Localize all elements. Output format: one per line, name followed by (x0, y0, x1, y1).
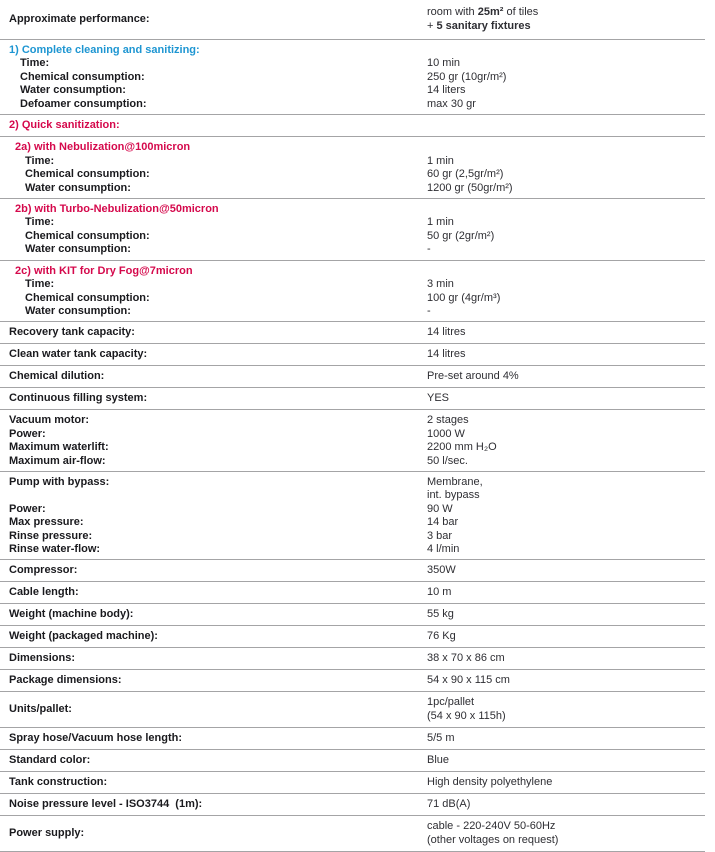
spec-label: Dimensions: (9, 652, 76, 665)
subsection-nebulization (0, 137, 705, 199)
spec-value: 60 gr (2,5gr/m²) (427, 168, 504, 181)
spec-row (0, 168, 705, 181)
spec-value: 10 m (427, 586, 452, 599)
spec-row (0, 230, 705, 243)
spec-value: 1 min (427, 154, 454, 167)
spec-label: Defoamer consumption: (20, 97, 147, 110)
spec-value: 4 l/min (427, 542, 460, 555)
spec-label: Approximate performance: (9, 12, 150, 25)
spec-row (0, 243, 705, 256)
spec-label: Standard color: (9, 754, 91, 767)
spec-value: 14 liters (427, 84, 466, 97)
spec-row (0, 182, 705, 195)
row-cable-length (0, 582, 705, 604)
spec-value: 250 gr (10gr/m²) (427, 70, 507, 83)
spec-row (0, 278, 705, 291)
spec-value: 14 litres (427, 348, 466, 361)
spec-label: Maximum air-flow: (9, 454, 106, 467)
spec-value: 90 W (427, 502, 453, 515)
spec-row (0, 441, 705, 454)
spec-label: Tank construction: (9, 776, 108, 789)
value-line-2 (427, 19, 705, 33)
spec-label: Chemical consumption: (25, 229, 150, 242)
spec-row (0, 155, 705, 168)
spec-row (0, 476, 705, 503)
spec-value: 71 dB(A) (427, 798, 471, 811)
spec-label: Chemical consumption: (20, 70, 145, 83)
spec-value: 3 bar (427, 529, 453, 542)
spec-value: 350W (427, 564, 456, 577)
spec-value: 2200 mm H₂O (427, 441, 497, 454)
spec-label: Noise pressure level - ISO3744 (1m): (9, 798, 203, 811)
spec-label: Units/pallet: (9, 703, 72, 716)
row-power-supply (0, 816, 705, 852)
spec-row (0, 57, 705, 70)
spec-label: Time: (25, 154, 55, 167)
spec-value: 50 gr (2gr/m²) (427, 229, 495, 242)
row-continuous-filling-system (0, 388, 705, 410)
spec-label: Rinse pressure: (9, 529, 93, 542)
spec-row (0, 530, 705, 543)
value-bold: 25m² (477, 6, 504, 18)
section-header: 2) Quick sanitization: (9, 119, 120, 132)
spec-row (0, 98, 705, 111)
vacuum-motor-group (0, 410, 705, 472)
spec-row (0, 455, 705, 468)
spec-value (427, 820, 705, 847)
spec-label: Water consumption: (20, 84, 126, 97)
spec-value: 14 bar (427, 516, 459, 529)
spec-value (427, 696, 705, 723)
spec-value: - (427, 304, 431, 317)
spec-label: Spray hose/Vacuum hose length: (9, 732, 182, 745)
spec-label: Continuous filling system: (9, 392, 148, 405)
spec-value: 14 litres (427, 326, 466, 339)
spec-label: Maximum waterlift: (9, 441, 109, 454)
subsection-turbo-nebulization (0, 199, 705, 261)
spec-value: 3 min (427, 278, 454, 291)
spec-label: Chemical consumption: (25, 168, 150, 181)
spec-label: Water consumption: (25, 243, 131, 256)
row-weight-packaged-machine (0, 626, 705, 648)
spec-label: Time: (25, 278, 55, 291)
spec-value: 5/5 m (427, 732, 455, 745)
spec-label: Chemical consumption: (25, 291, 150, 304)
spec-row (0, 428, 705, 441)
spec-row (0, 503, 705, 516)
row-recovery-tank-capacity (0, 322, 705, 344)
pump-group (0, 472, 705, 560)
value-line-1: Membrane, (427, 475, 483, 488)
spec-value: Blue (427, 754, 450, 767)
spec-value: 1200 gr (50gr/m²) (427, 181, 513, 194)
spec-value (427, 5, 705, 33)
value-text: + (427, 20, 437, 32)
spec-label: Time: (20, 57, 50, 70)
spec-label: Power supply: (9, 827, 85, 840)
row-package-dimensions (0, 670, 705, 692)
row-units-pallet (0, 692, 705, 728)
spec-value (427, 476, 705, 503)
section-complete-cleaning (0, 40, 705, 115)
spec-label: Clean water tank capacity: (9, 348, 148, 361)
spec-value: max 30 gr (427, 97, 476, 110)
row-dimensions (0, 648, 705, 670)
spec-row (0, 414, 705, 427)
row-compressor (0, 560, 705, 582)
value-line-1 (427, 5, 705, 19)
spec-value: 2 stages (427, 414, 469, 427)
spec-label: Power: (9, 427, 46, 440)
spec-label: Pump with bypass: (9, 475, 110, 488)
row-tank-construction (0, 772, 705, 794)
spec-row (0, 305, 705, 318)
spec-label: Power: (9, 502, 46, 515)
spec-value: High density polyethylene (427, 776, 553, 789)
spec-label: Max pressure: (9, 516, 84, 529)
value-line-2: (other voltages on request) (427, 833, 559, 846)
value-text: of tiles (503, 6, 539, 18)
spec-value: 54 x 90 x 115 cm (427, 674, 510, 687)
spec-row (0, 216, 705, 229)
spec-label: Package dimensions: (9, 674, 122, 687)
spec-row (0, 84, 705, 97)
row-approximate-performance (0, 0, 705, 40)
row-clean-water-tank-capacity (0, 344, 705, 366)
spec-label: Recovery tank capacity: (9, 326, 135, 339)
section-header: 1) Complete cleaning and sanitizing: (9, 44, 200, 56)
row-spray-vacuum-hose-length (0, 728, 705, 750)
spec-label: Compressor: (9, 564, 78, 577)
spec-value: 55 kg (427, 608, 454, 621)
spec-label: Vacuum motor: (9, 414, 90, 427)
spec-label: Chemical dilution: (9, 370, 105, 383)
spec-label: Weight (packaged machine): (9, 630, 158, 643)
spec-value: 100 gr (4gr/m³) (427, 291, 501, 304)
spec-value: 1 min (427, 216, 454, 229)
value-line-1: 1pc/pallet (427, 696, 475, 709)
spec-label: Rinse water-flow: (9, 542, 101, 555)
row-noise-pressure-level (0, 794, 705, 816)
spec-value: 76 Kg (427, 630, 456, 643)
spec-value: YES (427, 392, 450, 405)
row-chemical-dilution (0, 366, 705, 388)
subsection-header: 2a) with Nebulization@100micron (15, 141, 191, 154)
value-line-2: int. bypass (427, 489, 480, 502)
spec-label: Weight (machine body): (9, 608, 134, 621)
spec-label: Water consumption: (25, 304, 131, 317)
row-standard-color (0, 750, 705, 772)
spec-value: - (427, 243, 431, 256)
spec-value: Pre-set around 4% (427, 370, 519, 383)
value-line-2: (54 x 90 x 115h) (427, 709, 506, 722)
value-bold: 5 sanitary fixtures (436, 20, 531, 32)
spec-row (0, 71, 705, 84)
value-line-1: cable - 220-240V 50-60Hz (427, 820, 556, 833)
subsection-header: 2c) with KIT for Dry Fog@7micron (15, 264, 193, 277)
spec-value: 50 l/sec. (427, 454, 468, 467)
spec-label: Water consumption: (25, 181, 131, 194)
spec-row (0, 292, 705, 305)
spec-value: 38 x 70 x 86 cm (427, 652, 505, 665)
subsection-dry-fog-kit (0, 261, 705, 323)
spec-value: 10 min (427, 57, 461, 70)
spec-label: Time: (25, 216, 55, 229)
spec-row (0, 516, 705, 529)
spec-row (0, 543, 705, 556)
spec-label: Cable length: (9, 586, 79, 599)
row-weight-machine-body (0, 604, 705, 626)
value-text: room with (427, 6, 478, 18)
section-quick-sanitization-header (0, 115, 705, 137)
subsection-header: 2b) with Turbo-Nebulization@50micron (15, 203, 219, 216)
spec-value: 1000 W (427, 427, 465, 440)
